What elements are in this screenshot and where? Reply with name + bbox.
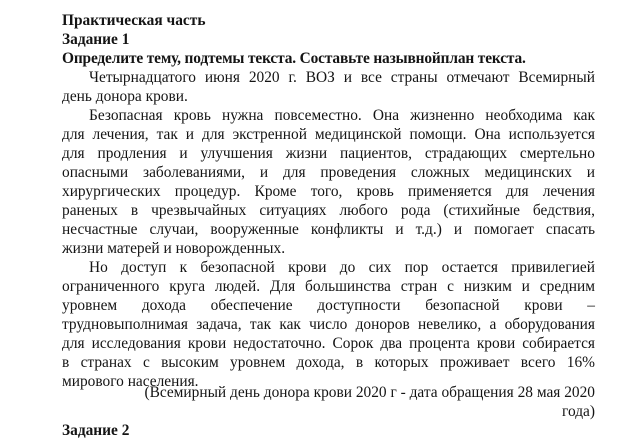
paragraph-2-line-8: жизни матерей и новорожденных. <box>62 240 286 257</box>
paragraph-2-line-4: опасными заболеваниями, и для проведения сложных медицинских и <box>62 164 595 181</box>
paragraph-2-line-3: для продления и улучшения жизни пациентов, страдающих смертельно <box>62 145 595 162</box>
paragraph-3-line-5: для исследования крови недостаточно. Сорок два процента крови собирается <box>62 335 595 352</box>
paragraph-2-line-7: несчастные случаи, вооруженные конфликты и т.д.) и помогает спасать <box>62 221 595 238</box>
paragraph-2-line-5: хирургических процедур. Кроме того, кровь применяется для лечения <box>62 183 595 200</box>
paragraph-1-line-1: Четырнадцатого июня 2020 г. ВОЗ и все страны отмечают Всемирный <box>89 69 595 86</box>
section-title: Практическая часть <box>62 12 206 29</box>
paragraph-3-line-2: ограниченного круга людей. Для большинства стран с низким и средним <box>62 278 595 295</box>
paragraph-2-line-6: раненых в чрезвычайных ситуациях любого рода (стихийные бедствия, <box>62 202 595 219</box>
task-1-instruction: Определите тему, подтемы текста. Составьте назывнойплан текста. <box>62 50 526 67</box>
task-2-heading: Задание 2 <box>62 422 130 439</box>
paragraph-3-line-7: мирового населения. <box>62 373 199 390</box>
paragraph-3-line-6: в странах с высоким уровнем дохода, в которых проживает всего 16% <box>62 354 595 371</box>
source-citation-line-1: (Всемирный день донора крови 2020 г - дата обращения 28 мая 2020 <box>144 384 595 401</box>
task-1-heading: Задание 1 <box>62 31 130 48</box>
paragraph-2-line-2: для лечения, так и для экстренной медицинской помощи. Она используется <box>62 126 595 143</box>
paragraph-1-line-2: день донора крови. <box>62 88 188 105</box>
paragraph-3-line-3: уровнем дохода обеспечение доступности безопасной крови – <box>62 297 595 314</box>
paragraph-3-line-4: трудновыполнимая задача, так как число доноров невелико, а оборудования <box>62 316 595 333</box>
paragraph-3-line-1: Но доступ к безопасной крови до сих пор остается привилегией <box>89 259 595 276</box>
paragraph-2-line-1: Безопасная кровь нужна повсеместно. Она жизненно необходима как <box>89 107 595 124</box>
source-citation-line-2: года) <box>562 403 595 420</box>
